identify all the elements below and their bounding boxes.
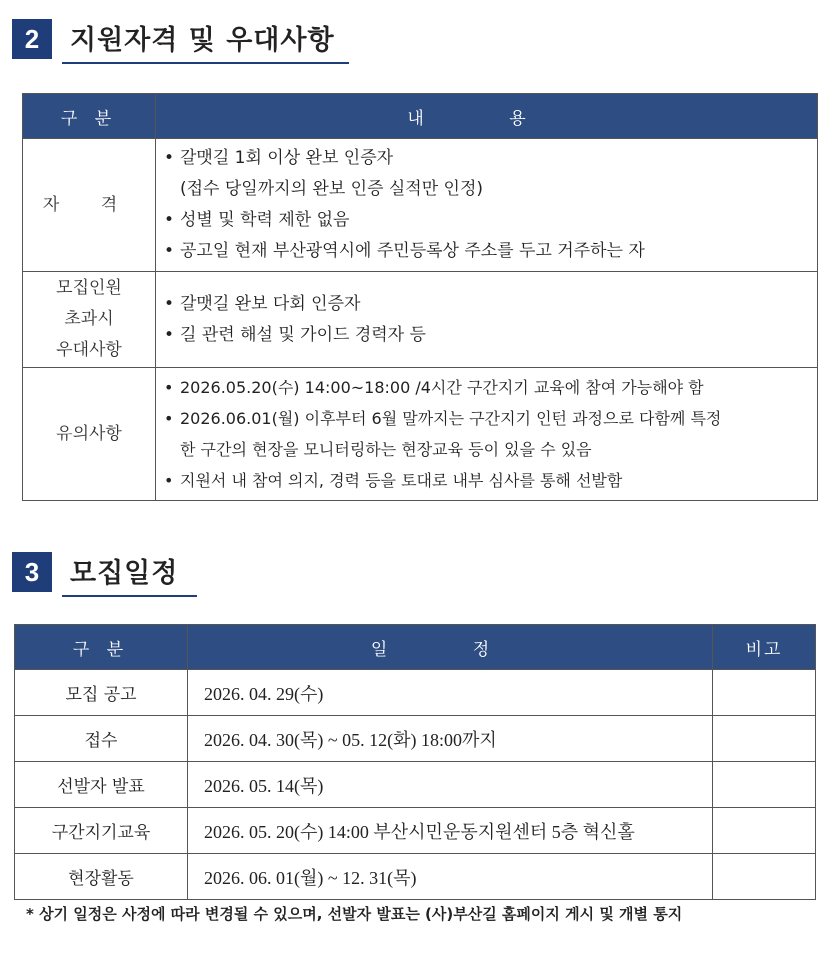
row-label: 유의사항 (23, 368, 156, 501)
table-row (23, 368, 818, 501)
row-content (156, 139, 818, 272)
table-row (15, 854, 816, 900)
row-content (156, 368, 818, 501)
bullet-item: • 2026.06.01(월) 이후부터 6월 말까지는 구간지기 인턴 과정으로 다함께 특정 (164, 409, 722, 428)
table-row (15, 808, 816, 854)
section-number-badge: 3 (12, 552, 52, 592)
row-schedule: 2026. 05. 14(목) (188, 762, 713, 808)
row-content (156, 272, 818, 368)
row-schedule: 2026. 04. 29(수) (188, 670, 713, 716)
continuation-line: (접수 당일까지의 완보 인증 실적만 인정) (180, 179, 484, 199)
continuation-line: 한 구간의 현장을 모니터링하는 현장교육 등이 있을 수 있음 (180, 440, 592, 459)
header-content: 내 용 (156, 94, 818, 139)
qualifications-table (22, 93, 818, 501)
bullet-item: • 2026.05.20(수) 14:00~18:00 /4시간 구간지기 교육에 참여 가능해야 함 (164, 378, 704, 397)
row-label: 구간지기교육 (15, 808, 188, 854)
row-label: 모집인원 초과시 우대사항 (23, 272, 156, 368)
row-note (713, 854, 816, 900)
bullet-item: • 지원서 내 참여 의지, 경력 등을 토대로 내부 심사를 통해 선발함 (164, 471, 623, 490)
row-label: 현장활동 (15, 854, 188, 900)
section-underline (62, 62, 349, 64)
row-note (713, 670, 816, 716)
header-schedule: 일 정 (188, 625, 713, 670)
section-title: 지원자격 및 우대사항 (70, 25, 335, 56)
table-row (15, 762, 816, 808)
table-row (23, 272, 818, 368)
bullet-item: • 성별 및 학력 제한 없음 (164, 210, 350, 230)
row-label: 자 격 (23, 139, 156, 272)
header-category: 구 분 (23, 94, 156, 139)
row-label: 접수 (15, 716, 188, 762)
row-note (713, 762, 816, 808)
footnote: * 상기 일정은 사정에 따라 변경될 수 있으며, 선발자 발표는 (사)부산길 홈페이지 게시 및 개별 통지 (26, 905, 683, 923)
section-underline (62, 595, 197, 597)
bullet-item: • 갈맷길 1회 이상 완보 인증자 (164, 148, 394, 168)
schedule-table (14, 624, 816, 900)
header-category: 구 분 (15, 625, 188, 670)
row-note (713, 716, 816, 762)
bullet-item: • 갈맷길 완보 다회 인증자 (164, 293, 361, 314)
row-note (713, 808, 816, 854)
header-note: 비고 (713, 625, 816, 670)
table-row (23, 139, 818, 272)
row-schedule: 2026. 06. 01(월) ~ 12. 31(목) (188, 854, 713, 900)
section-3-heading (12, 551, 178, 592)
section-number-badge: 2 (12, 19, 52, 59)
row-label: 모집 공고 (15, 670, 188, 716)
row-schedule: 2026. 04. 30(목) ~ 05. 12(화) 18:00까지 (188, 716, 713, 762)
table-row (15, 670, 816, 716)
bullet-item: • 공고일 현재 부산광역시에 주민등록상 주소를 두고 거주하는 자 (164, 241, 645, 261)
bullet-item: • 길 관련 해설 및 가이드 경력자 등 (164, 324, 426, 345)
section-title: 모집일정 (70, 558, 179, 589)
section-2-heading (12, 18, 335, 59)
table-row (15, 716, 816, 762)
row-label: 선발자 발표 (15, 762, 188, 808)
row-schedule: 2026. 05. 20(수) 14:00 부산시민운동지원센터 5층 혁신홀 (188, 808, 713, 854)
